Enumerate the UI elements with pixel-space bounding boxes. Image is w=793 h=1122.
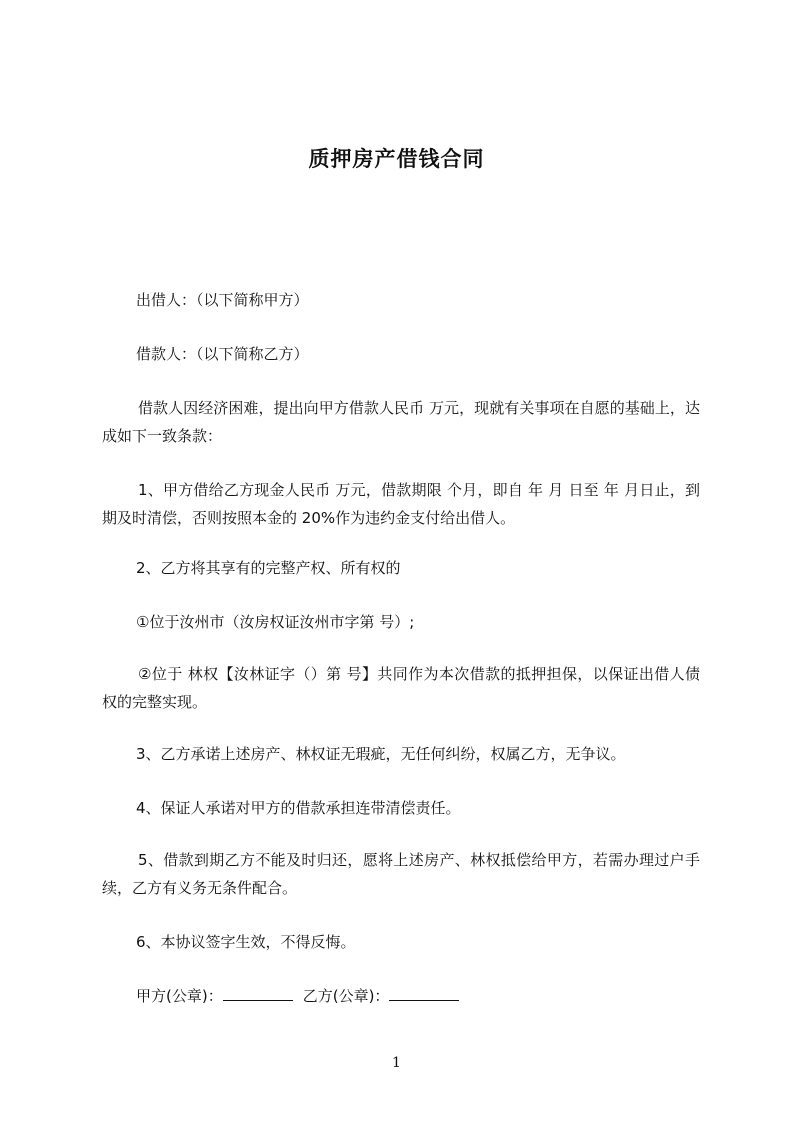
page-number: 1 <box>392 1055 401 1071</box>
document-title: 质押房产借钱合同 <box>308 147 485 171</box>
clause-2-item-2: ②位于 林权【汝林证字（）第 号】共同作为本次借款的抵押担保，以保证出借人债权的完整实现。 <box>102 665 700 711</box>
intro-paragraph: 借款人因经济困难，提出向甲方借款人民币 万元，现就有关事项在自愿的基础上，达成如下一致条款： <box>102 399 700 445</box>
clause-1: 1、甲方借给乙方现金人民币 万元，借款期限 个月，即自 年 月 日至 年 月日止，到期及时清偿，否则按照本金的 20%作为违约金支付给出借人。 <box>102 481 700 527</box>
signature-row <box>136 982 469 1010</box>
lender-line: 出借人：（以下简称甲方） <box>136 291 309 309</box>
clause-3: 3、乙方承诺上述房产、林权证无瑕疵，无任何纠纷，权属乙方，无争议。 <box>136 745 626 763</box>
clause-2: 2、乙方将其享有的完整产权、所有权的 <box>136 559 401 577</box>
borrower-line: 借款人：（以下简称乙方） <box>136 345 309 363</box>
clause-5: 5、借款到期乙方不能及时归还，愿将上述房产、林权抵偿给甲方，若需办理过户手续，乙方有义务无条件配合。 <box>102 851 700 897</box>
party-a-signature-blank <box>223 986 293 1001</box>
party-a-label: 甲方(公章)： <box>136 987 223 1005</box>
clause-6: 6、本协议签字生效，不得反悔。 <box>136 933 356 951</box>
party-b-signature-blank <box>389 986 459 1001</box>
clause-2-item-1: ①位于汝州市（汝房权证汝州市字第 号）; <box>136 613 415 631</box>
party-b-label: 乙方(公章)： <box>302 987 390 1005</box>
clause-4: 4、保证人承诺对甲方的借款承担连带清偿责任。 <box>136 799 461 817</box>
